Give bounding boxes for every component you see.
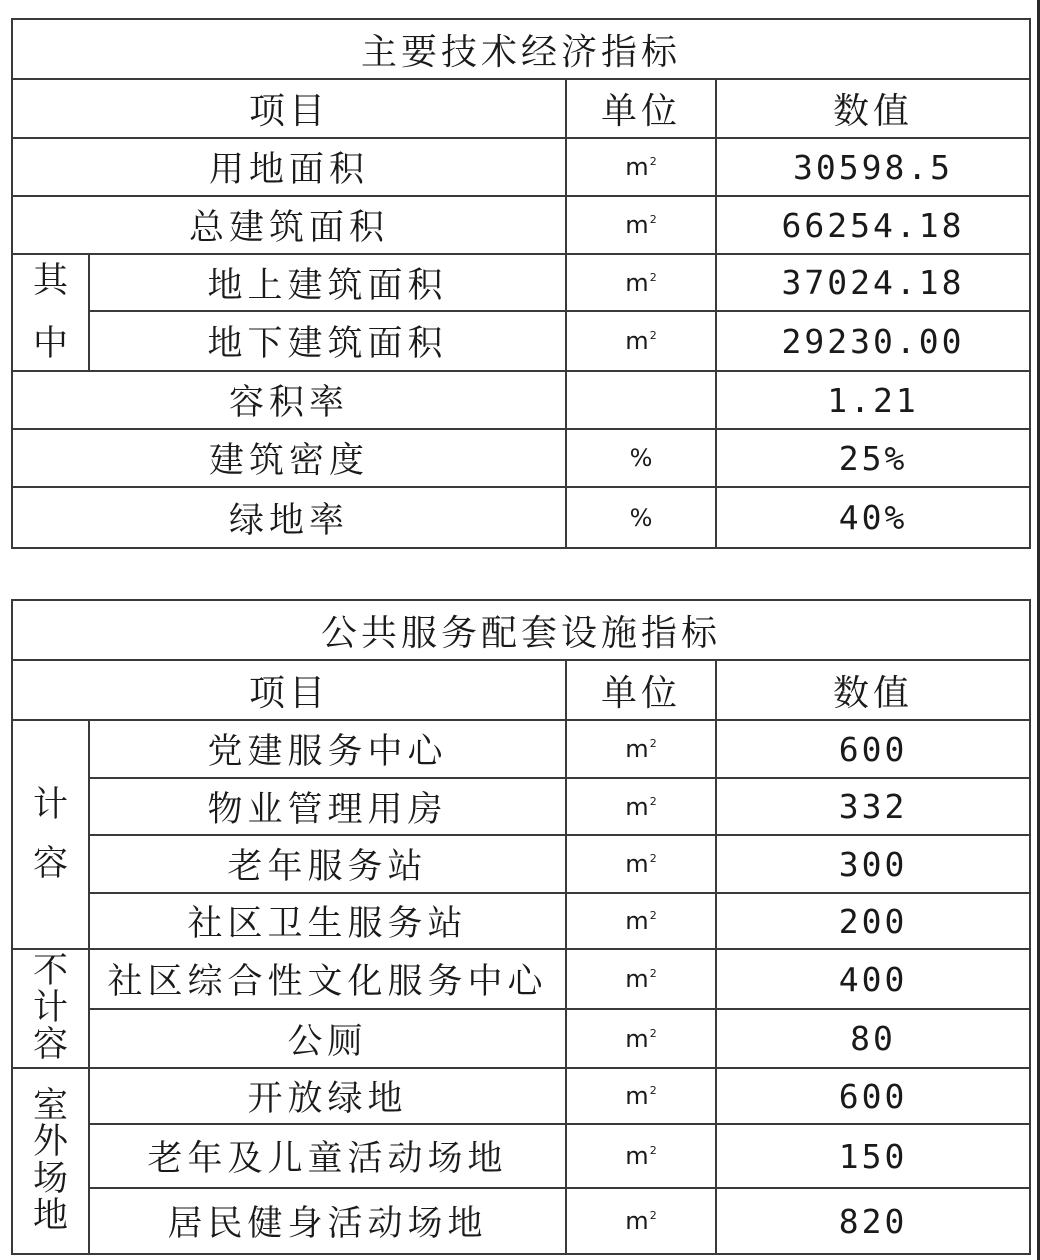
row-unit: $m^2$ bbox=[566, 138, 716, 196]
row-value: 25% bbox=[716, 429, 1030, 487]
row-value: 1.21 bbox=[716, 371, 1030, 429]
row-name: 总建筑面积 bbox=[12, 196, 566, 254]
row-unit: $m^2$ bbox=[566, 893, 716, 949]
table-title: 公共服务配套设施指标 bbox=[12, 600, 1030, 660]
table-row bbox=[12, 311, 1030, 371]
row-unit: % bbox=[566, 429, 716, 487]
row-unit: $m^2$ bbox=[566, 196, 716, 254]
row-name: 开放绿地 bbox=[89, 1068, 566, 1124]
header-item: 项目 bbox=[12, 79, 566, 138]
row-name: 地下建筑面积 bbox=[89, 311, 566, 371]
row-unit: $m^2$ bbox=[566, 1188, 716, 1254]
table-row bbox=[12, 1188, 1030, 1254]
row-unit: $m^2$ bbox=[566, 949, 716, 1009]
table-row bbox=[12, 1124, 1030, 1188]
table-row bbox=[12, 835, 1030, 893]
table-row bbox=[12, 949, 1030, 1009]
row-name: 物业管理用房 bbox=[89, 778, 566, 835]
row-unit: $m^2$ bbox=[566, 778, 716, 835]
row-value: 66254.18 bbox=[716, 196, 1030, 254]
row-unit: $m^2$ bbox=[566, 1068, 716, 1124]
row-value: 29230.00 bbox=[716, 311, 1030, 371]
header-unit: 单位 bbox=[566, 79, 716, 138]
table-row bbox=[12, 371, 1030, 429]
row-name: 社区综合性文化服务中心 bbox=[89, 949, 566, 1009]
row-name: 公厕 bbox=[89, 1009, 566, 1068]
table-row bbox=[12, 720, 1030, 778]
table-row bbox=[12, 893, 1030, 949]
technical-economic-indicators-table bbox=[11, 18, 1031, 549]
row-name: 社区卫生服务站 bbox=[89, 893, 566, 949]
table-title-row bbox=[12, 600, 1030, 660]
row-name: 老年及儿童活动场地 bbox=[89, 1124, 566, 1188]
table-row bbox=[12, 429, 1030, 487]
header-value: 数值 bbox=[716, 660, 1030, 720]
row-name: 绿地率 bbox=[12, 487, 566, 548]
header-unit: 单位 bbox=[566, 660, 716, 720]
row-unit bbox=[566, 371, 716, 429]
row-value: 80 bbox=[716, 1009, 1030, 1068]
group-label-of-which: 其 中 bbox=[12, 254, 89, 371]
table-header-row bbox=[12, 79, 1030, 138]
row-unit: $m^2$ bbox=[566, 311, 716, 371]
row-unit: $m^2$ bbox=[566, 720, 716, 778]
header-item: 项目 bbox=[12, 660, 566, 720]
group-label-far-not-counted: 不 计 容 bbox=[12, 949, 89, 1068]
row-value: 600 bbox=[716, 720, 1030, 778]
table-title: 主要技术经济指标 bbox=[12, 19, 1030, 79]
row-unit: % bbox=[566, 487, 716, 548]
row-unit: $m^2$ bbox=[566, 254, 716, 311]
row-value: 150 bbox=[716, 1124, 1030, 1188]
row-value: 37024.18 bbox=[716, 254, 1030, 311]
row-value: 600 bbox=[716, 1068, 1030, 1124]
row-name: 用地面积 bbox=[12, 138, 566, 196]
row-value: 332 bbox=[716, 778, 1030, 835]
table-row bbox=[12, 778, 1030, 835]
table-row bbox=[12, 254, 1030, 311]
row-value: 300 bbox=[716, 835, 1030, 893]
row-name: 老年服务站 bbox=[89, 835, 566, 893]
row-unit: $m^2$ bbox=[566, 835, 716, 893]
row-value: 820 bbox=[716, 1188, 1030, 1254]
row-name: 容积率 bbox=[12, 371, 566, 429]
table-title-row bbox=[12, 19, 1030, 79]
row-unit: $m^2$ bbox=[566, 1124, 716, 1188]
row-name: 建筑密度 bbox=[12, 429, 566, 487]
public-service-facilities-table bbox=[11, 599, 1031, 1255]
row-name: 居民健身活动场地 bbox=[89, 1188, 566, 1254]
row-name: 党建服务中心 bbox=[89, 720, 566, 778]
row-value: 30598.5 bbox=[716, 138, 1030, 196]
table-row bbox=[12, 1009, 1030, 1068]
table-row bbox=[12, 1068, 1030, 1124]
row-value: 400 bbox=[716, 949, 1030, 1009]
row-value: 40% bbox=[716, 487, 1030, 548]
header-value: 数值 bbox=[716, 79, 1030, 138]
row-name: 地上建筑面积 bbox=[89, 254, 566, 311]
table-row bbox=[12, 487, 1030, 548]
table-row bbox=[12, 138, 1030, 196]
group-label-outdoor-sites: 室 外 场 地 bbox=[12, 1068, 89, 1254]
group-label-far-counted: 计 容 bbox=[12, 720, 89, 949]
row-unit: $m^2$ bbox=[566, 1009, 716, 1068]
table-row bbox=[12, 196, 1030, 254]
row-value: 200 bbox=[716, 893, 1030, 949]
table-header-row bbox=[12, 660, 1030, 720]
